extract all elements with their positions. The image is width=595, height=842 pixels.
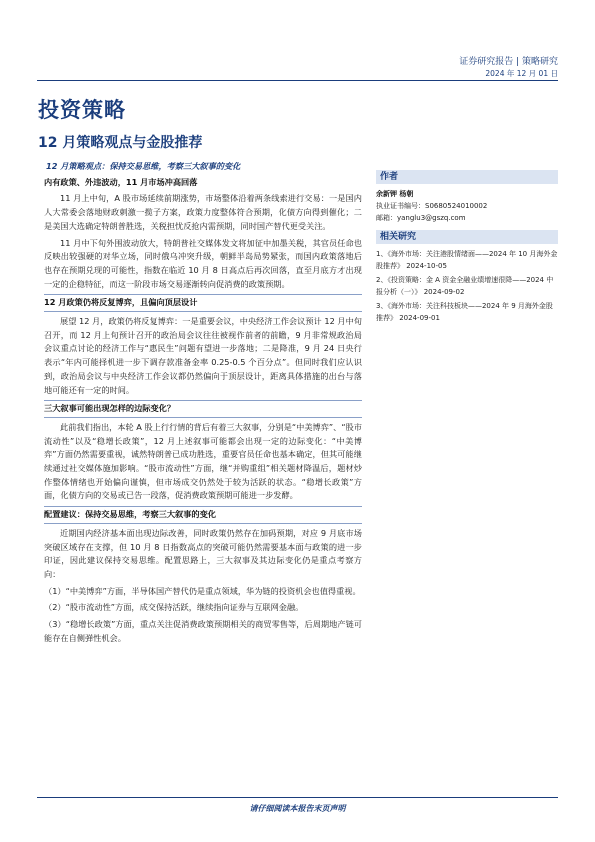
- list-item: （2）“股市流动性”方面，成交保持活跃，继续指向证券与互联网金融。: [44, 602, 304, 613]
- section-title: 配置建议：保持交易思维，考察三大叙事的变化: [44, 506, 362, 524]
- section-title: 三大叙事可能出现怎样的边际变化？: [44, 400, 362, 418]
- footer-divider: [37, 797, 558, 798]
- header-tags: 证券研究报告 | 策略研究: [459, 57, 558, 67]
- section-title: 内有政策、外违波动，11 月市场冲高回落: [44, 176, 198, 187]
- summary-line: 12 月策略观点：保持交易思维，考察三大叙事的变化: [46, 161, 241, 171]
- author-email[interactable]: 邮箱：yanglu3@gszq.com: [376, 214, 466, 222]
- related-item[interactable]: 3、《海外市场：关注科技板块——2024 年 9 月海外金股推荐》 2024-09-01: [376, 302, 553, 322]
- author-names: 余新钾 杨朝: [376, 190, 414, 198]
- related-item[interactable]: 1、《海外市场：关注港股情绪面——2024 年 10 月海外金股推荐》 2024-10-05: [376, 250, 558, 270]
- related-heading: 相关研究: [376, 230, 558, 244]
- report-brand: 投资策略: [38, 98, 126, 122]
- header-divider: [37, 80, 558, 81]
- paragraph: 11 月中下旬外围波动放大，特朗普社交媒体发文将加征中加墨关税，其官员任命也反映出较强硬的对华立场，同时俄乌冲突升级，朝鲜半岛局势紧张，而国内政策落地后也存在预期兑现的可能性，指数在临近 10 月 8 日高点后再次回落，直至月底方才出现一定的企稳特征，而这一阶段市场交易逐渐转向促消费的政策预期。: [44, 237, 362, 289]
- main-column: [44, 160, 362, 649]
- report-date: 2024 年 12 月 01 日: [485, 69, 558, 78]
- list-item: （3）“稳增长政策”方面，重点关注促消费政策预期相关的商贸零售等，后周期地产链可能存在自侧弹性机会。: [44, 619, 362, 643]
- list-item: （1）“中美博弈”方面，半导体国产替代仍是重点领域，华为链的投资机会也值得重视。: [44, 585, 361, 596]
- section-title: 12 月政策仍将反复博弈，且偏向顶层设计: [44, 294, 362, 312]
- paragraph: 近期国内经济基本面出现边际改善，同时政策仍然存在加码预期，对应 9 月底市场突破区域存在支撑，但 10 月 8 日指数高点的突破可能仍然需要基本面与政策的进一步印证，因此建议保持交易思维。配置思路上，三大叙事及其边际变化仍是重点考察方向：: [44, 527, 362, 579]
- report-title: 12 月策略观点与金股推荐: [38, 135, 203, 151]
- disclaimer-note: 请仔细阅读本报告末页声明: [249, 804, 346, 813]
- author-heading: 作者: [376, 170, 558, 184]
- related-item[interactable]: 2、《投资策略：金 A 资金全融业绩增速很降——2024 中报分析（一）》 2024-09-02: [376, 276, 554, 296]
- sidebar: [376, 170, 558, 324]
- paragraph: 展望 12 月，政策仍将反复博弈：一是重要会议，中央经济工作会议预计 12 月中旬召开，而 12 月上旬预计召开的政治局会议往往被视作前者的前瞻，9 月非常规政治局会议重点讨论的经济工作与“惠民生”问题有望进一步落地；二是降准，9 月 24 日央行表示“年内可能择机进一步下调存款准备金率 0.25-0.5 个百分点”。但同时我们应认识到，政治局会议与中央经济工作会议都仍然偏向于顶层设计，距离具体措施的出台与落地可能还有一定的时间。: [44, 316, 362, 395]
- paragraph: 11 月上中旬，A 股市场延续前期涨势，市场整体沿着两条线索进行交易：一是国内人大常委会落地财政刺激一揽子方案，政策力度整体符合预期，化债方向得到催化；二是美国大选确定特朗普胜选，关税担忧反抢内需预期，同时国产替代更受关注。: [44, 193, 362, 231]
- license-number: 执业证书编号：S0680524010002: [376, 202, 488, 210]
- paragraph: 此前我们指出，本轮 A 股上行行情的背后有着三大叙事，分别是“中美博弈”、“股市流动性”以及“稳增长政策”，12 月上述叙事可能都会出现一定的边际变化：“中美博弈”方面仍然需要重视，诚然特朗普已成功胜选，重要官员任命也基本确定，但其可能继续通过社交媒体施加影响。“股市流动性”方面，继“并购重组”相关题材降温后，题材炒作整体情绪也开始偏向谨慎，但市场成交仍然处于较为活跃的状态。“稳增长政策”方面，化债方向的交易或已告一段落，促消费政策预期可能进一步发酵。: [44, 421, 362, 501]
